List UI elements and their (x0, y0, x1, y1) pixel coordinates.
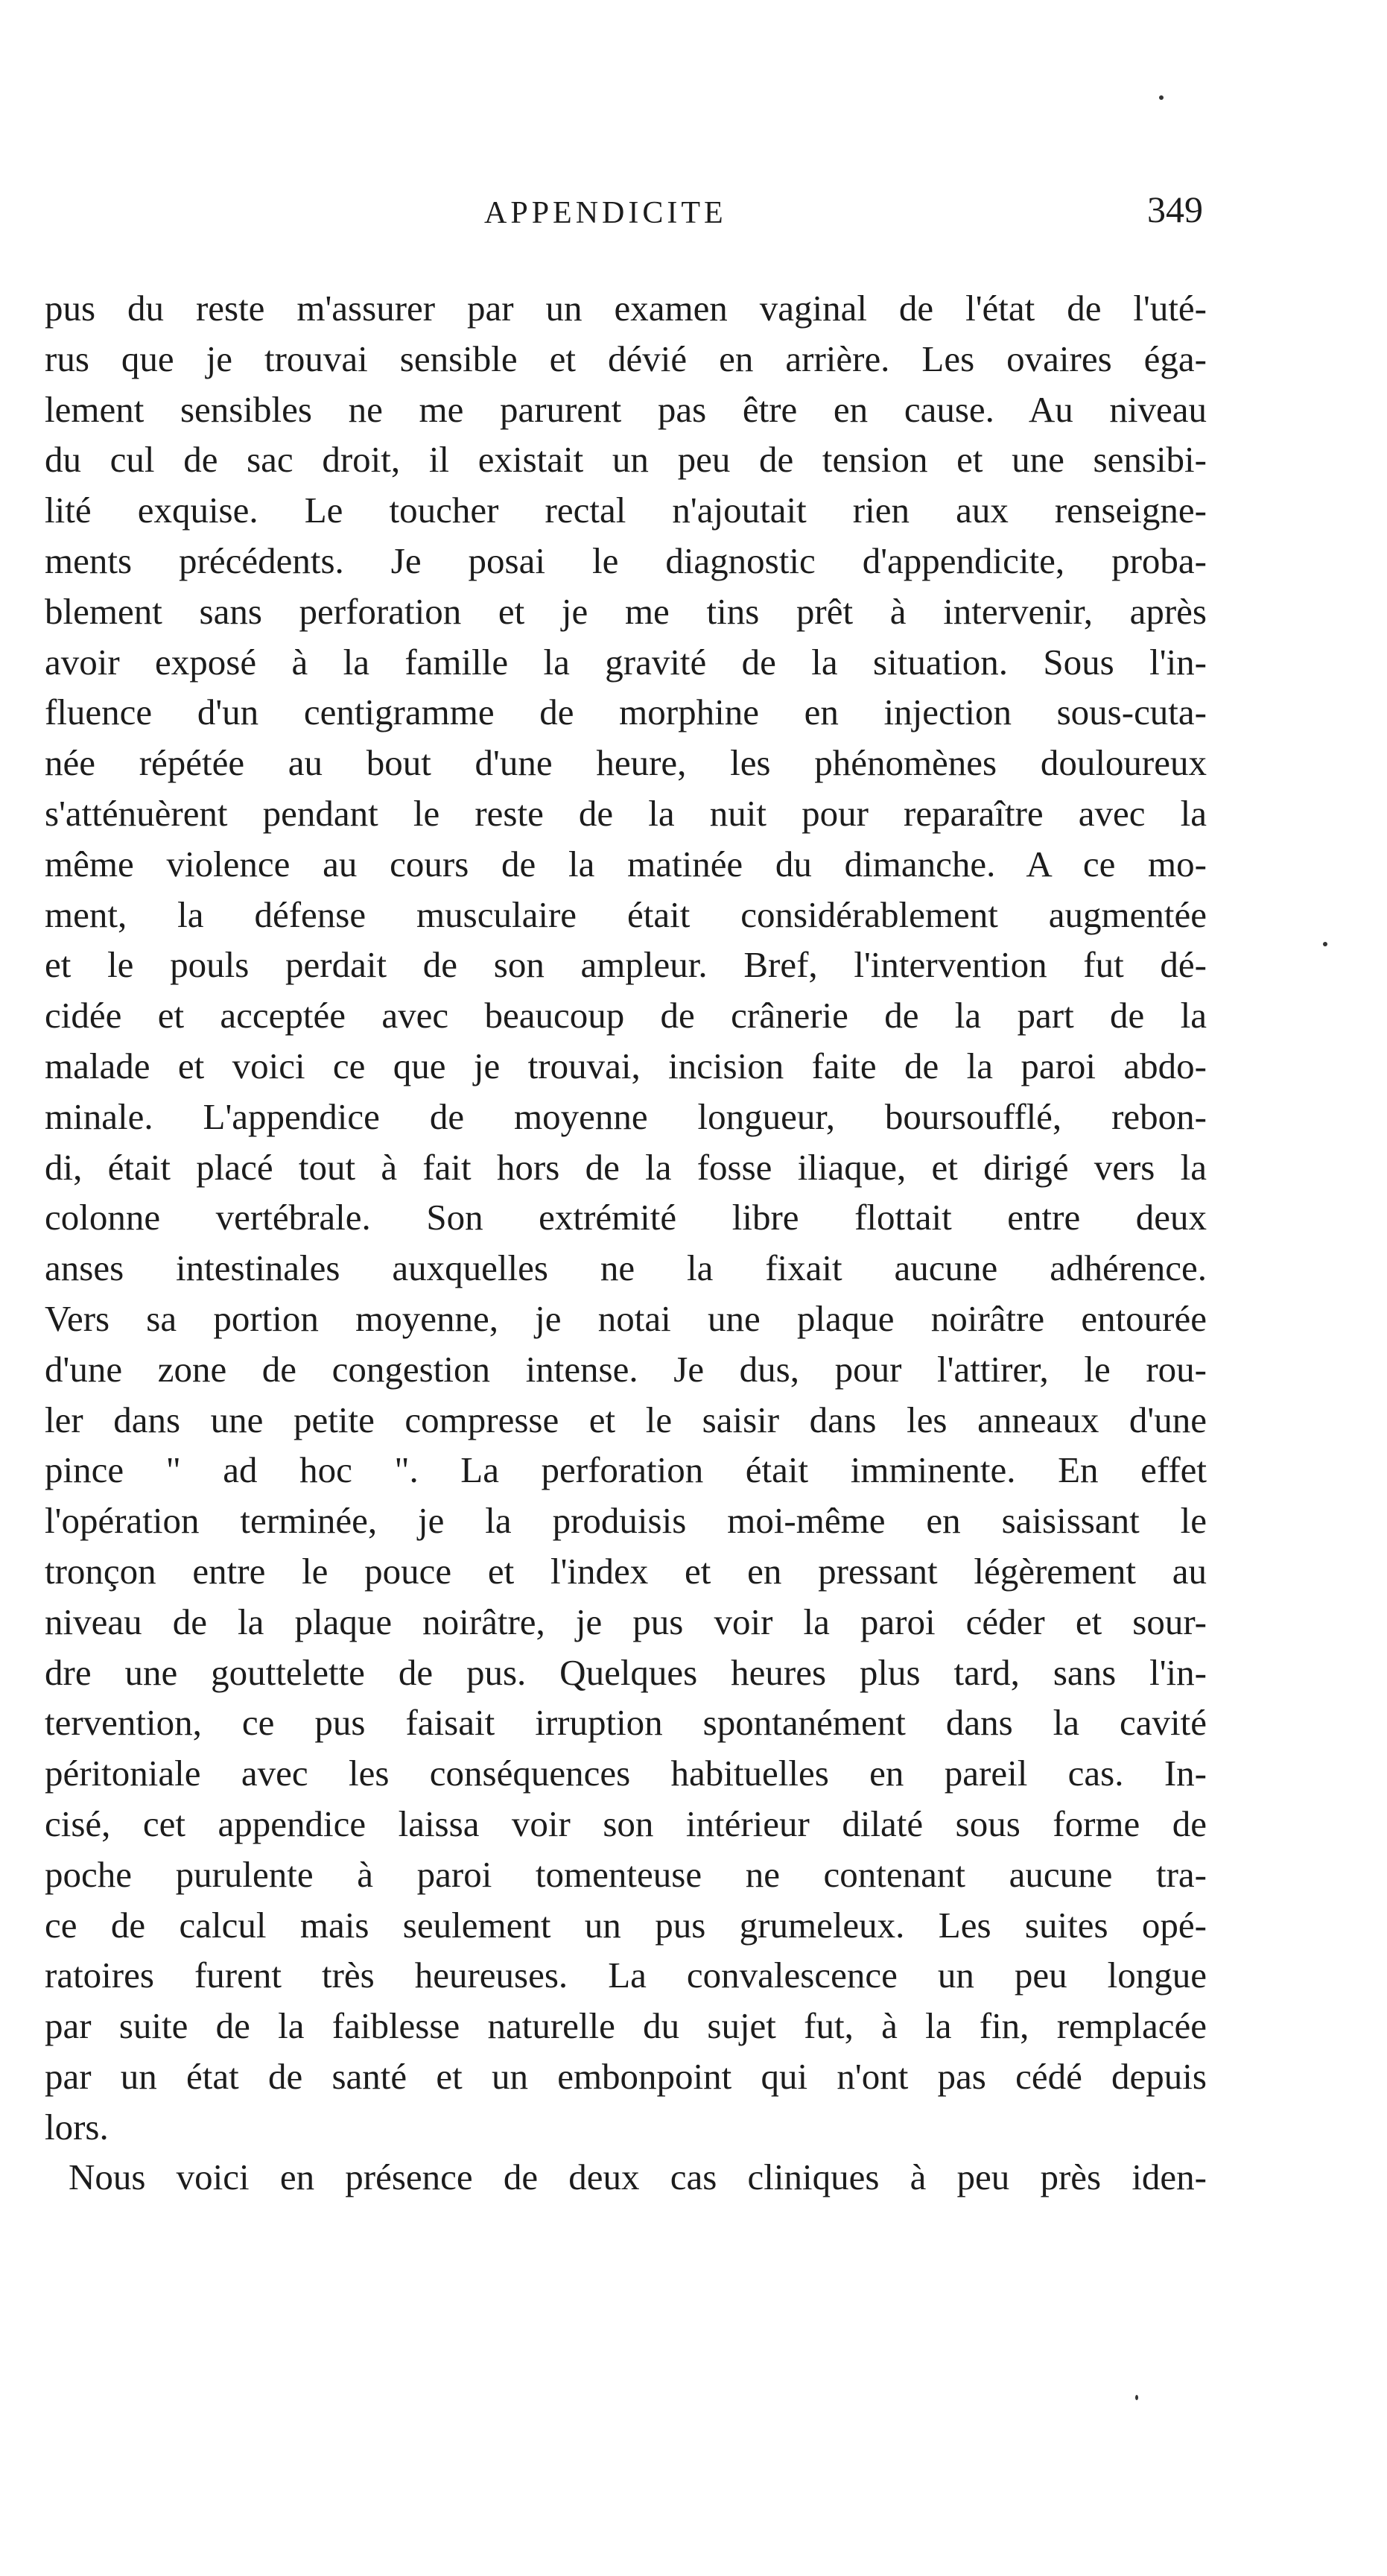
text-line: niveau de la plaque noirâtre, je pus voir la paroi céder et sour- (45, 1601, 1207, 1642)
text-line: minale. L'appendice de moyenne longueur, boursoufflé, rebon- (45, 1095, 1207, 1137)
text-line: lité exquise. Le toucher rectal n'ajoutait rien aux renseigne- (45, 490, 1207, 531)
text-line: fluence d'un centigramme de morphine en injection sous-cuta- (45, 692, 1207, 733)
text-line: poche purulente à paroi tomenteuse ne contenant aucune tra- (45, 1853, 1207, 1895)
text-line: péritoniale avec les conséquences habituelles en pareil cas. In- (45, 1753, 1207, 1794)
text-line: ments précédents. Je posai le diagnostic d'appendicite, proba- (45, 539, 1207, 581)
text-line: lors. (45, 2106, 109, 2148)
text-line: ce de calcul mais seulement un pus grumeleux. Les suites opé- (45, 1904, 1207, 1946)
text-line: ler dans une petite compresse et le saisir dans les anneaux d'une (45, 1399, 1207, 1440)
text-line: dre une gouttelette de pus. Quelques heures plus tard, sans l'in- (45, 1651, 1207, 1693)
text-line: et le pouls perdait de son ampleur. Bref, l'intervention fut dé- (45, 944, 1207, 986)
text-line: blement sans perforation et je me tins prêt à intervenir, après (45, 590, 1207, 632)
running-header (0, 188, 1387, 247)
page-number: 349 (1147, 189, 1203, 230)
scan-speck (1135, 2395, 1138, 2400)
body-text (45, 283, 1207, 2203)
text-line: rus que je trouvai sensible et dévié en arrière. Les ovaires éga- (45, 338, 1207, 379)
text-line: ratoires furent très heureuses. La convalescence un peu longue (45, 1955, 1207, 1996)
text-line: Vers sa portion moyenne, je notai une plaque noirâtre entourée (45, 1297, 1207, 1339)
text-line: cidée et acceptée avec beaucoup de crânerie de la part de la (45, 995, 1207, 1037)
text-line: malade et voici ce que je trouvai, incision faite de la paroi abdo- (45, 1045, 1207, 1086)
text-line: née répétée au bout d'une heure, les phénomènes douloureux (45, 742, 1207, 784)
text-line: du cul de sac droit, il existait un peu de tension et une sensibi- (45, 439, 1207, 481)
scan-speck (1323, 942, 1327, 946)
text-line: tronçon entre le pouce et l'index et en pressant légèrement au (45, 1550, 1207, 1592)
text-line: même violence au cours de la matinée du dimanche. A ce mo- (45, 843, 1207, 884)
scan-speck (1159, 95, 1164, 100)
text-line: tervention, ce pus faisait irruption spontanément dans la cavité (45, 1702, 1207, 1744)
text-line: cisé, cet appendice laissa voir son intérieur dilaté sous forme de (45, 1803, 1207, 1844)
running-title: APPENDICITE (484, 196, 727, 230)
text-line: par un état de santé et un embonpoint qui n'ont pas cédé depuis (45, 2055, 1207, 2097)
text-line: lement sensibles ne me parurent pas être en cause. Au niveau (45, 388, 1207, 430)
text-line: pince " ad hoc ". La perforation était imminente. En effet (45, 1449, 1207, 1491)
text-line: par suite de la faiblesse naturelle du sujet fut, à la fin, remplacée (45, 2005, 1207, 2047)
text-line: s'atténuèrent pendant le reste de la nuit pour reparaître avec la (45, 792, 1207, 834)
text-line: avoir exposé à la famille la gravité de la situation. Sous l'in- (45, 641, 1207, 683)
text-line: pus du reste m'assurer par un examen vaginal de l'état de l'uté- (45, 288, 1207, 329)
text-line: ment, la défense musculaire était considérablement augmentée (45, 893, 1207, 935)
text-line: anses intestinales auxquelles ne la fixait aucune adhérence. (45, 1247, 1207, 1289)
text-line: colonne vertébrale. Son extrémité libre flottait entre deux (45, 1197, 1207, 1238)
text-line: di, était placé tout à fait hors de la fosse iliaque, et dirigé vers la (45, 1146, 1207, 1188)
final-paragraph-line: Nous voici en présence de deux cas cliniques à peu près iden- (69, 2156, 1207, 2198)
text-line: l'opération terminée, je la produisis moi-même en saisissant le (45, 1500, 1207, 1542)
text-line: d'une zone de congestion intense. Je dus, pour l'attirer, le rou- (45, 1348, 1207, 1390)
